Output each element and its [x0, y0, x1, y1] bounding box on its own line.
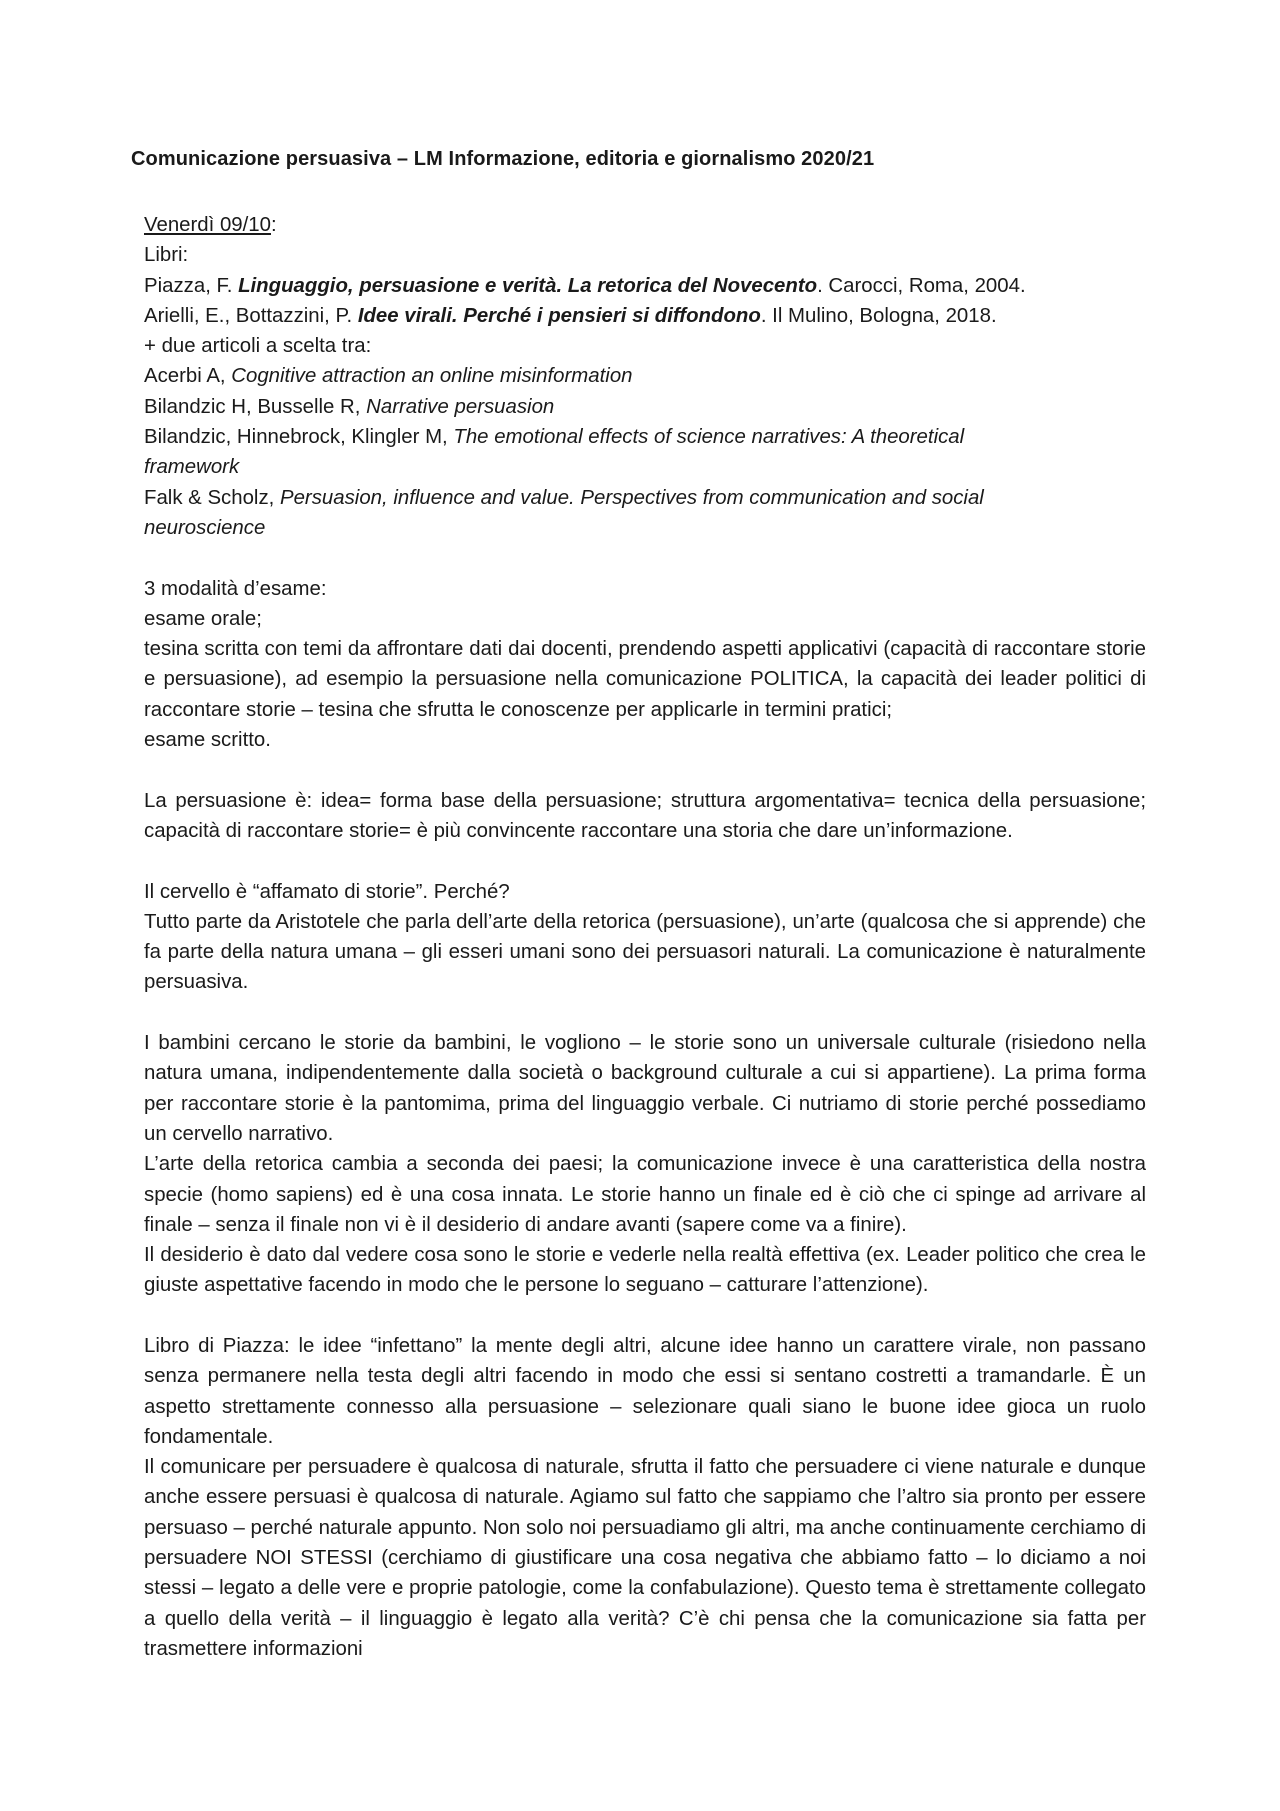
book-title: Linguaggio, persuasione e verità. La retorica del Novecento — [238, 274, 818, 297]
paragraph-aristotle: Tutto parte da Aristotele che parla dell’arte della retorica (persuasione), un’arte (qualcosa che si apprende) che fa parte della natura umana – gli esseri umani sono dei persuasori naturali. La comunicazione è naturalmente persuasiva. — [144, 910, 1146, 994]
paragraph-children: I bambini cercano le storie da bambini, le vogliono – le storie sono un universale culturale (risiedono nella natura umana, indipendentemente dalla società o background culturale a cui si appartiene). La prima forma per raccontare storie è la pantomima, prima del linguaggio verbale. Ci nutriamo di storie perché possediamo un cervello narrativo. — [144, 1032, 1146, 1145]
article-entry — [144, 483, 1146, 513]
article-author: Bilandzic H, Busselle R, — [144, 395, 367, 418]
blank-line — [144, 846, 1146, 876]
blank-line — [144, 543, 1146, 573]
exam-option-oral: esame orale; — [144, 607, 262, 630]
book-publisher: . Il Mulino, Bologna, 2018. — [760, 304, 997, 327]
document-body — [144, 210, 1146, 1664]
articles-intro: + due articoli a scelta tra: — [144, 335, 372, 358]
article-author: Bilandzic, Hinnebrock, Klingler M, — [144, 426, 454, 449]
article-entry — [144, 392, 1146, 422]
article-title-continued: framework — [144, 456, 240, 479]
article-author: Falk & Scholz, — [144, 486, 280, 509]
exam-option-paper: tesina scritta con temi da affrontare dati dai docenti, prendendo aspetti applicativi (capacità di raccontare storie e persuasione), ad esempio la persuasione nella comunicazione POLITICA, la capacità dei leader politici di raccontare storie – tesina che sfrutta le conoscenze per applicarle in termini pratici; — [144, 638, 1146, 721]
book-author: Piazza, F. — [144, 274, 239, 297]
paragraph-communicate: Il comunicare per persuadere è qualcosa di naturale, sfrutta il fatto che persuadere ci viene naturale e dunque anche essere persuasi è qualcosa di naturale. Agiamo sul fatto che sappiamo che l’altro sia pronto per essere persuaso – perché naturale appunto. Non solo noi persuadiamo gli altri, ma anche continuamente cerchiamo di persuadere NOI STESSI (cerchiamo di giustificare una cosa negativa che abbiamo fatto – lo diciamo a noi stessi – legato a delle vere e proprie patologie, come la confabulazione). Questo tema è strettamente collegato a quello della verità – il linguaggio è legato alla verità? C’è chi pensa che la comunicazione sia fatta per trasmettere informazioni — [144, 1456, 1147, 1660]
exam-heading: 3 modalità d’esame: — [144, 577, 327, 600]
book-entry — [144, 271, 1146, 301]
book-entry — [144, 301, 1146, 331]
paragraph-rhetoric: L’arte della retorica cambia a seconda dei paesi; la comunicazione invece è una caratteristica della nostra specie (homo sapiens) ed è una cosa innata. Le storie hanno un finale ed è ciò che ci spinge ad arrivare al finale – senza il finale non vi è il desiderio di andare avanti (sapere come va a finire). — [144, 1153, 1146, 1236]
paragraph-piazza: Libro di Piazza: le idee “infettano” la mente degli altri, alcune idee hanno un carattere virale, non passano senza permanere nella testa degli altri facendo in modo che essi si sentano costretti a tramandarle. È un aspetto strettamente connesso alla persuasione – selezionare quali siano le buone idee gioca un ruolo fondamentale. — [144, 1334, 1146, 1448]
book-title: Idee virali. Perché i pensieri si diffondono — [357, 304, 761, 327]
blank-line — [144, 998, 1146, 1028]
article-title: The emotional effects of science narratives: A theoretical — [453, 426, 965, 449]
article-title-continued: neuroscience — [144, 516, 266, 539]
article-title: Narrative persuasion — [366, 395, 555, 418]
exam-option-written: esame scritto. — [144, 729, 271, 752]
article-title: Persuasion, influence and value. Perspectives from communication and social — [279, 486, 984, 509]
blank-line — [144, 755, 1146, 785]
paragraph-brain-question: Il cervello è “affamato di storie”. Perché? — [144, 880, 510, 903]
article-entry — [144, 422, 1146, 452]
book-publisher: . Carocci, Roma, 2004. — [817, 274, 1026, 297]
article-title: Cognitive attraction an online misinformation — [231, 365, 633, 388]
blank-line — [144, 1301, 1146, 1331]
document-title: Comunicazione persuasiva – LM Informazione, editoria e giornalismo 2020/21 — [131, 148, 875, 170]
article-entry — [144, 361, 1146, 391]
book-author: Arielli, E., Bottazzini, P. — [144, 304, 358, 327]
paragraph-desire: Il desiderio è dato dal vedere cosa sono le storie e vederle nella realtà effettiva (ex. Leader politico che crea le giuste aspettative facendo in modo che le persone lo seguano – catturare l’attenzione). — [144, 1244, 1146, 1297]
article-author: Acerbi A, — [144, 365, 232, 388]
books-label: Libri: — [144, 244, 189, 267]
session-date-line — [144, 210, 1146, 240]
session-date-colon: : — [270, 214, 277, 236]
paragraph-persuasion: La persuasione è: idea= forma base della persuasione; struttura argomentativa= tecnica della persuasione; capacità di raccontare storie= è più convincente raccontare una storia che dare un’informazione. — [144, 789, 1146, 842]
session-date: Venerdì 09/10 — [144, 214, 271, 236]
